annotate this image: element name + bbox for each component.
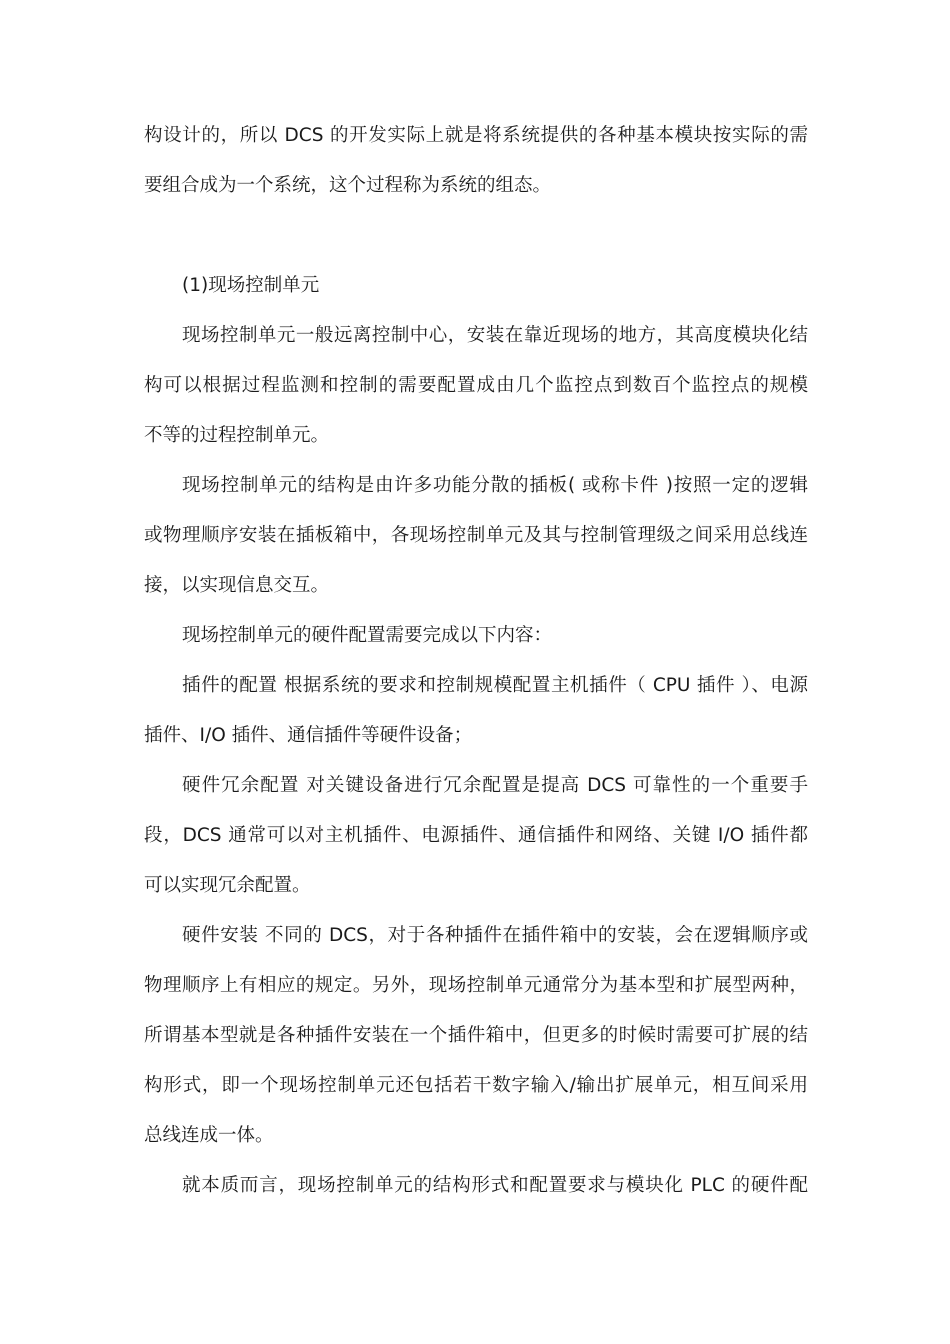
paragraph-line [182,473,808,499]
paragraph-line [144,1023,808,1049]
paragraph-line [182,773,808,799]
text-run: 现场控制单元一般远离控制中心，安装在靠近现场的地方，其高度 [182,325,733,346]
paragraph-line [144,973,808,999]
text-run: 单元 [282,275,320,296]
underlined-term[interactable]: 硬件配置 [312,625,386,649]
underlined-term[interactable]: 扩展单元 [615,1075,692,1099]
underlined-term[interactable]: 模块化 [733,325,790,349]
paragraph-line [144,423,808,449]
paragraph-line [144,1123,808,1149]
text-run: 段，DCS 通常可以对主机插件、电源插件、通信插件和网络、关键 I/O 插件都 [144,825,808,846]
paragraph-line [182,673,808,699]
text-run: 总线连成一体。 [144,1125,274,1146]
text-run: 构可以根据过程监测和控制的需要配置成由几个监控点到数百个监控点的规模 [144,375,808,396]
text-run: 插件、I/O 插件、通信插件等硬件设备； [144,725,473,746]
paragraph-line [144,123,808,149]
text-run: 现场控制单元的结构是由许多功能分散的插板( 或称卡件 )按照一定的逻辑 [182,475,808,496]
underlined-term[interactable]: 现场控制 [208,275,282,299]
paragraph-line [182,923,808,949]
paragraph-line [144,723,808,749]
paragraph-line [144,573,808,599]
text-run: PLC 的 [683,1175,751,1196]
paragraph-line [144,1073,808,1099]
text-run: 构设计的，所以 DCS 的开发实际上就是将系统提供的各种基本模块按实际的需 [144,125,808,146]
text-run: 结 [789,325,808,346]
text-run: 。 [532,175,552,196]
text-run: 之间采用总线连 [675,525,808,546]
text-run: 接，以实现 [144,575,237,596]
text-run: 插件的配置 根据系统的要求和控制规模配置主机插件（ CPU 插件 ）、电源 [182,675,808,696]
paragraph-line [182,323,808,349]
text-run: 硬件安装 不同的 DCS，对于各种插件在插件箱中的安装，会在 [182,925,713,946]
text-run: 。 [310,575,330,596]
paragraph-line [144,173,808,199]
text-run: 物理顺序上有相应的规定。另外，现场控制单元通常分为基本型和扩展型两种， [144,975,808,996]
text-run: 要组合成为一个系统，这个过程称为系统的 [144,175,496,196]
text-run: 或 [789,925,808,946]
section-heading [182,273,808,299]
paragraph-line [182,1173,808,1199]
paragraph-line [144,823,808,849]
paragraph-line [144,373,808,399]
text-run: 硬件冗余配置 对关键设备进行冗余配置是提高 DCS 可靠性的一个重要手 [182,775,808,796]
underlined-term[interactable]: 逻辑顺序 [713,925,790,949]
text-run: 就本质而言，现场控制单元的结构形式和配置要求与 [182,1175,626,1196]
text-run: ，相互间采用 [692,1075,808,1096]
text-run: 或物理顺序安装在插板箱中，各现场控制单元及其与 [144,525,581,546]
paragraph-line [144,523,808,549]
text-run: 可以实现冗余配置。 [144,875,311,896]
text-run: 需要完成以下内容： [385,625,553,646]
underlined-term[interactable]: 控制管理级 [581,525,676,549]
underlined-term[interactable]: 信息交互 [237,575,311,599]
text-run: 所谓基本型就是各种插件安装在一个插件箱中，但更多的时候时需要可扩展的结 [144,1025,808,1046]
underlined-term[interactable]: 模块化 [626,1175,684,1199]
text-run: 现场控制单元的 [182,625,312,646]
underlined-term[interactable]: 组态 [496,175,533,199]
underlined-term[interactable]: 硬件配 [751,1175,808,1199]
paragraph-line [144,873,808,899]
paragraph-line [182,623,808,649]
text-run: 构形式，即一个现场控制单元还包括若干数字输入/输出 [144,1075,616,1096]
text-run: 不等的过程控制单元。 [144,425,330,446]
text-run: (1) [182,275,209,296]
